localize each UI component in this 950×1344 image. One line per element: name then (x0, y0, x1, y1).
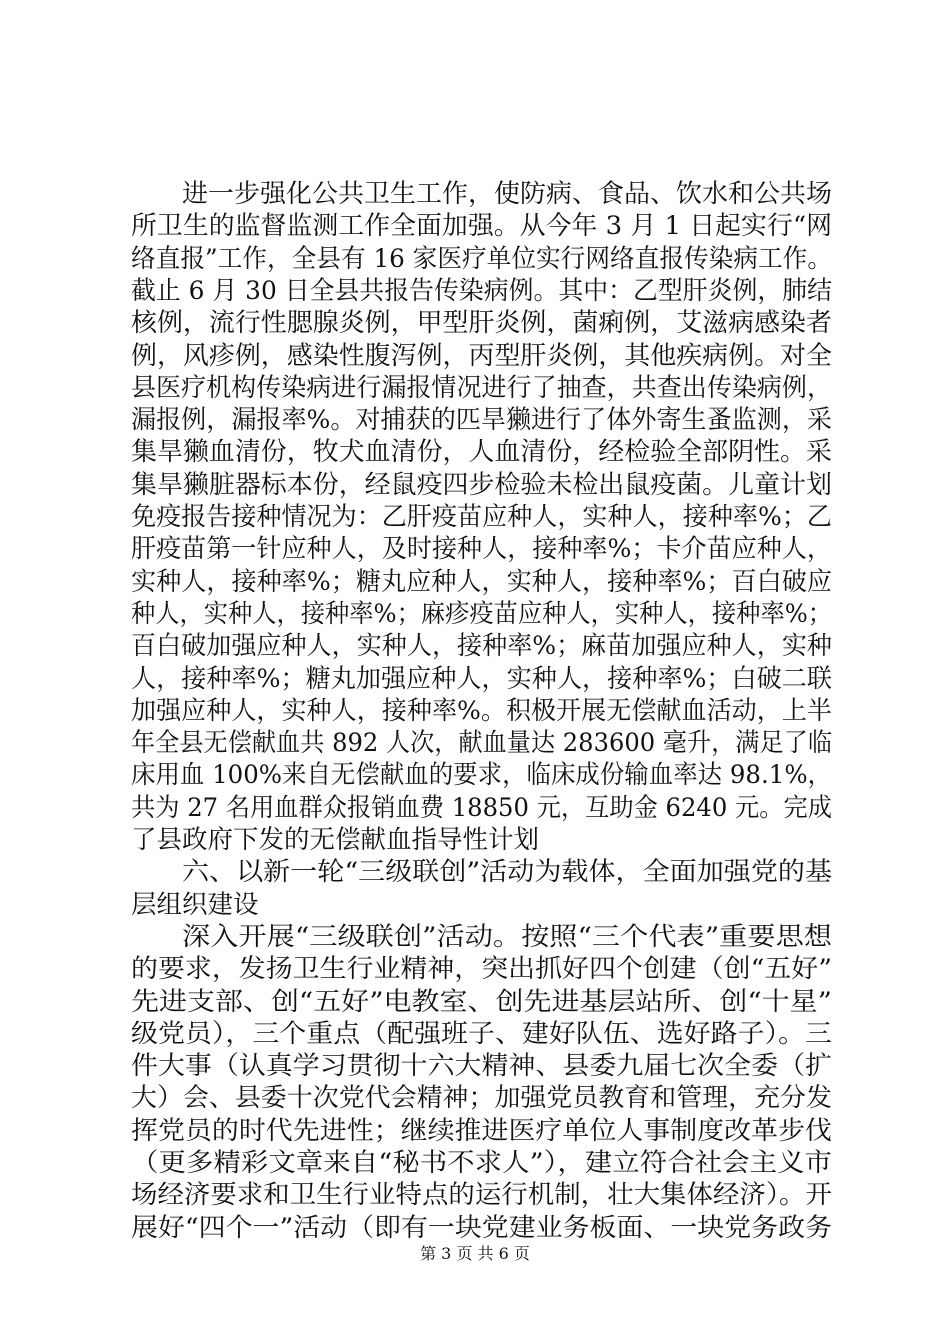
line-text: 截止 6 月 30 日全县共报告传染病例。其中：乙型肝炎例，肺结 (131, 275, 833, 306)
paragraph-line (0, 856, 950, 888)
paragraph-line (0, 1018, 950, 1050)
line-text: 场经济要求和卫生行业特点的运行机制，壮大集体经济）。开 (131, 1180, 832, 1211)
line-text: 进一步强化公共卫生工作，使防病、食品、饮水和公共场 (182, 179, 833, 209)
paragraph-line (0, 340, 950, 372)
paragraph-line (0, 630, 950, 662)
line-text: 大）会、县委十次党代会精神；加强党员教育和管理，充分发 (131, 1083, 832, 1114)
paragraph-line (0, 436, 950, 468)
paragraph-line (0, 275, 950, 307)
line-text: 例，风疹例，感染性腹泻例，丙型肝炎例，其他疾病例。对全 (131, 340, 832, 371)
line-text: 层组织建设 (131, 889, 259, 920)
paragraph-line (0, 372, 950, 404)
paragraph-line (0, 953, 950, 985)
line-text: 人，接种率%；糖丸加强应种人，实种人，接种率%；白破二联 (131, 663, 833, 694)
line-text: 所卫生的监督监测工作全面加强。从今年 3 月 1 日起实行“网 (131, 211, 833, 242)
paragraph-line (0, 533, 950, 565)
paragraph-line (0, 1082, 950, 1114)
paragraph-line (0, 1115, 950, 1147)
paragraph-line (0, 210, 950, 242)
paragraph-line (0, 921, 950, 953)
page-footer: 第 3 页 共 6 页 (420, 1244, 530, 1263)
line-text: 肝疫苗第一针应种人，及时接种人，接种率%；卡介苗应种人， (131, 534, 832, 565)
line-text: 展好“四个一”活动（即有一块党建业务板面、一块党务政务 (131, 1212, 833, 1243)
paragraph-line (0, 404, 950, 436)
line-text: 免疫报告接种情况为：乙肝疫苗应种人，实种人，接种率%；乙 (131, 502, 832, 532)
line-text: 年全县无偿献血共 892 人次，献血量达 283600 毫升，满足了临 (131, 728, 833, 759)
line-text: 络直报”工作，全县有 16 家医疗单位实行网络直报传染病工作。 (131, 243, 833, 274)
line-text: 床用血 100%来自无偿献血的要求，临床成份输血率达 98.1%， (131, 760, 833, 791)
paragraph-line (0, 824, 950, 856)
line-text: 件大事（认真学习贯彻十六大精神、县委九届七次全委（扩 (131, 1051, 833, 1082)
paragraph-line (0, 307, 950, 339)
paragraph-line (0, 243, 950, 275)
paragraph-line (0, 1179, 950, 1211)
paragraph-line (0, 566, 950, 598)
paragraph-line (0, 792, 950, 824)
line-text: 六、以新一轮“三级联创”活动为载体，全面加强党的基 (182, 857, 833, 888)
paragraph-line (0, 1147, 950, 1179)
line-text: 核例，流行性腮腺炎例，甲型肝炎例，菌痢例，艾滋病感染者 (131, 308, 832, 339)
line-text: 漏报例，漏报率%。对捕获的匹旱獭进行了体外寄生蚤监测，采 (131, 405, 832, 436)
paragraph-line (0, 889, 950, 921)
line-text: 挥党员的时代先进性；继续推进医疗单位人事制度改革步伐 (131, 1115, 833, 1146)
line-text: 百白破加强应种人，实种人，接种率%；麻苗加强应种人，实种 (131, 631, 832, 662)
paragraph-line (0, 986, 950, 1018)
line-text: （更多精彩文章来自“秘书不求人”），建立符合社会主义市 (131, 1148, 833, 1178)
paragraph-line (0, 695, 950, 727)
line-text: 集旱獭血清份，牧犬血清份，人血清份，经检验全部阴性。采 (131, 437, 832, 468)
line-text: 级党员），三个重点（配强班子、建好队伍、选好路子）。三 (131, 1018, 833, 1049)
line-text: 集旱獭脏器标本份，经鼠疫四步检验未检出鼠疫菌。儿童计划 (131, 469, 832, 500)
line-text: 实种人，接种率%；糖丸应种人，实种人，接种率%；百白破应 (131, 566, 833, 597)
paragraph-line (0, 1212, 950, 1244)
paragraph-line (0, 663, 950, 695)
paragraph-line (0, 469, 950, 501)
line-text: 县医疗机构传染病进行漏报情况进行了抽查，共查出传染病例， (131, 372, 833, 403)
line-text: 种人，实种人，接种率%；麻疹疫苗应种人，实种人，接种率%； (131, 598, 833, 629)
line-text: 了县政府下发的无偿献血指导性计划 (131, 825, 540, 855)
line-text: 加强应种人，实种人，接种率%。积极开展无偿献血活动，上半 (131, 695, 832, 726)
paragraph-line (0, 759, 950, 791)
line-text: 深入开展“三级联创”活动。按照“三个代表”重要思想 (182, 921, 833, 952)
paragraph-line (0, 501, 950, 533)
paragraph-line (0, 178, 950, 210)
line-text: 共为 27 名用血群众报销血费 18850 元，互助金 6240 元。完成 (131, 792, 832, 823)
line-text: 的要求，发扬卫生行业精神，突出抓好四个创建（创“五好” (131, 954, 833, 985)
paragraph-line (0, 1050, 950, 1082)
paragraph-line (0, 727, 950, 759)
paragraph-line (0, 598, 950, 630)
line-text: 先进支部、创“五好”电教室、创先进基层站所、创“十星” (131, 986, 832, 1017)
